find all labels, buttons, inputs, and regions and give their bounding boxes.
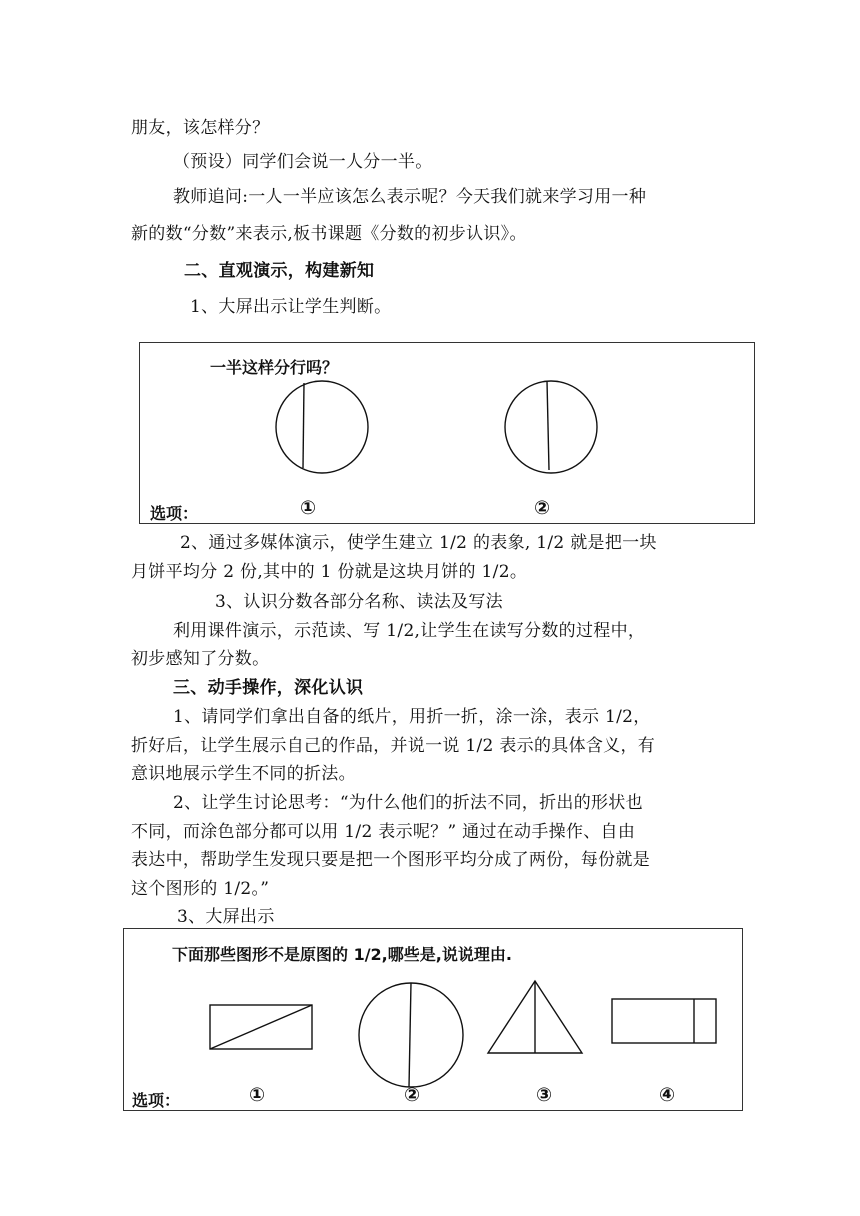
figure-box-1 — [139, 342, 755, 524]
paragraph-line: 这个图形的 1/2。” — [131, 879, 270, 899]
option-marker: ④ — [659, 1084, 676, 1106]
paragraph-line: 1、请同学们拿出自备的纸片，用折一折，涂一涂，表示 1/2， — [173, 707, 651, 727]
figure-box-2 — [123, 928, 743, 1111]
paragraph-line: 3、认识分数各部分名称、读法及写法 — [215, 592, 503, 612]
section-heading: 三、动手操作，深化认识 — [173, 678, 364, 698]
paragraph-line: 意识地展示学生不同的折法。 — [131, 764, 356, 784]
paragraph-line: 2、通过多媒体演示，使学生建立 1/2 的表象, 1/2 就是把一块 — [180, 533, 657, 553]
box-question: 下面那些图形不是原图的 1/2,哪些是,说说理由. — [172, 945, 512, 964]
circle-figure-1 — [274, 379, 370, 475]
section-heading: 二、直观演示，构建新知 — [184, 261, 375, 281]
paragraph-line: 利用课件演示，示范读、写 1/2,让学生在读写分数的过程中， — [173, 621, 646, 641]
paragraph-line: 折好后，让学生展示自己的作品，并说一说 1/2 表示的具体含义，有 — [131, 736, 656, 756]
paragraph-line: 不同，而涂色部分都可以用 1/2 表示呢？” 通过在动手操作、自由 — [131, 822, 636, 842]
option-marker: ① — [300, 497, 317, 519]
option-marker: ① — [249, 1084, 266, 1106]
option-marker: ② — [404, 1084, 421, 1106]
paragraph-line: 3、大屏出示 — [177, 907, 275, 927]
rectangle-diagonal-figure — [209, 1004, 313, 1050]
paragraph-line: 1、大屏出示让学生判断。 — [190, 297, 392, 317]
paragraph-line: 初步感知了分数。 — [131, 649, 270, 669]
circle-figure-3 — [357, 979, 465, 1091]
paragraph-line: 2、让学生讨论思考：“为什么他们的折法不同，折出的形状也 — [173, 793, 643, 813]
paragraph-line: 表达中，帮助学生发现只要是把一个图形平均分成了两份，每份就是 — [131, 850, 650, 870]
options-label: 选项： — [132, 1091, 181, 1110]
paragraph-line: 新的数“分数”来表示,板书课题《分数的初步认识》。 — [131, 224, 527, 244]
paragraph-line: 朋友，该怎样分？ — [131, 118, 270, 138]
option-marker: ② — [534, 497, 551, 519]
triangle-figure — [486, 979, 584, 1055]
option-marker: ③ — [536, 1084, 553, 1106]
paragraph-line: 月饼平均分 2 份,其中的 1 份就是这块月饼的 1/2。 — [131, 562, 528, 582]
paragraph-line: （预设）同学们会说一人分一半。 — [173, 152, 433, 172]
box-question: 一半这样分行吗？ — [210, 358, 339, 377]
rectangle-split-figure — [611, 998, 717, 1044]
options-label: 选项： — [150, 504, 199, 523]
circle-figure-2 — [503, 379, 599, 475]
paragraph-line: 教师追问:一人一半应该怎么表示呢？今天我们就来学习用一种 — [173, 187, 647, 207]
